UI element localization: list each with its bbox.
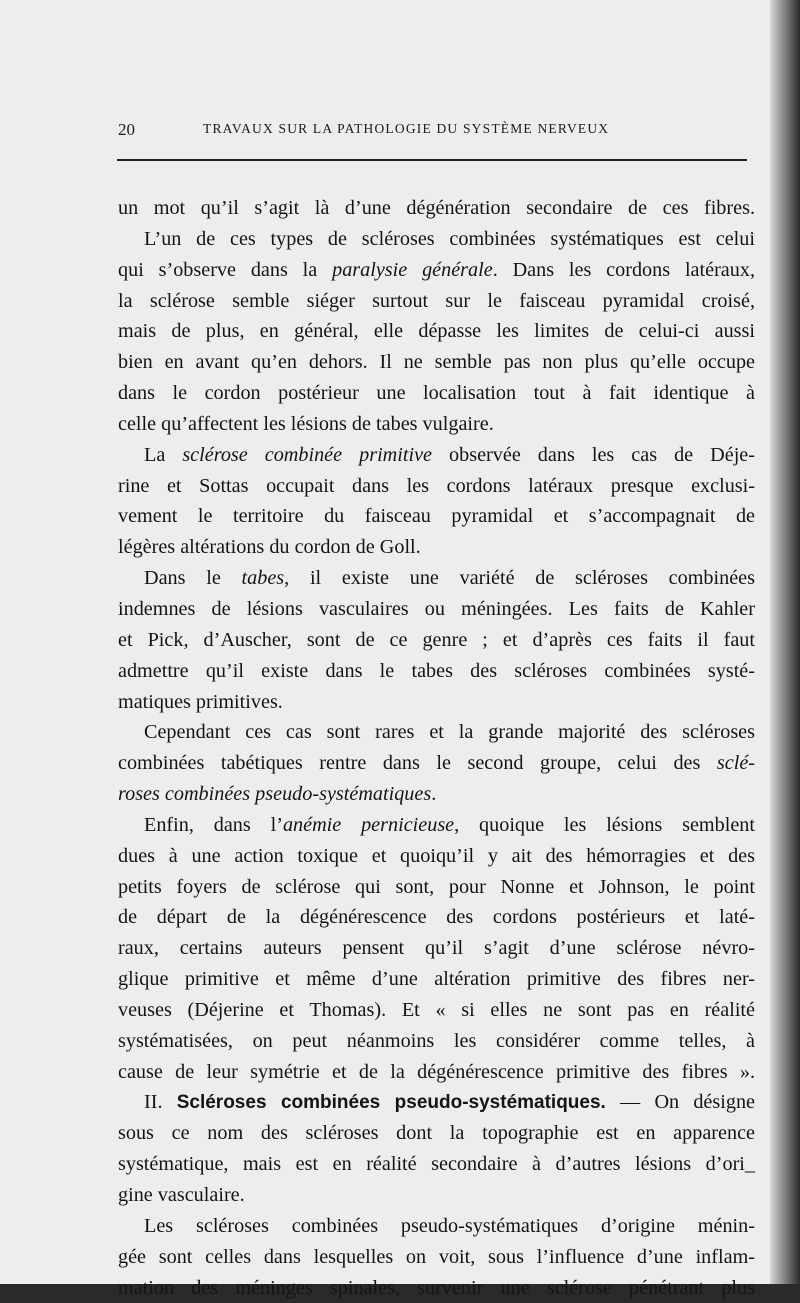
text-segment: observée dans les cas de Déje- (432, 443, 755, 466)
text-segment: indemnes de lésions vasculaires ou méningées. Les faits de Kahler (118, 597, 755, 620)
text-line (118, 902, 755, 933)
text-segment: systématisées, on peut néanmoins les considérer comme telles, à (118, 1029, 755, 1052)
text-segment: dans le cordon postérieur une localisation tout à fait identique à (118, 382, 755, 405)
text-line (118, 1180, 755, 1211)
text-line (118, 779, 755, 810)
text-line (118, 594, 755, 625)
text-segment: La (144, 443, 183, 466)
text-segment: mais de plus, en général, elle dépasse les limites de celui-ci aussi (118, 320, 755, 343)
text-line (118, 1026, 755, 1057)
text-segment: Les scléroses combinées pseudo-systématiques d’origine ménin- (144, 1214, 755, 1237)
text-segment: glique primitive et même d’une altération primitive des fibres ner- (118, 968, 755, 991)
text-line (118, 409, 755, 440)
italic-text: tabes (241, 567, 285, 590)
running-title: TRAVAUX SUR LA PATHOLOGIE DU SYSTÈME NERVEUX (203, 121, 610, 136)
text-segment: admettre qu’il existe dans le tabes des scléroses combinées systé- (118, 659, 755, 682)
text-segment: . (431, 783, 437, 806)
text-line (118, 1273, 755, 1303)
text-segment: L’un de ces types de scléroses combinées systématiques est celui (144, 227, 755, 250)
text-segment: matiques primitives. (118, 690, 283, 713)
text-segment: qui s’observe dans la (118, 258, 333, 281)
text-line (118, 501, 755, 532)
text-segment: gine vasculaire. (118, 1184, 245, 1206)
text-line (118, 1118, 755, 1149)
text-segment: celle qu’affectent les lésions de tabes vulgaire. (118, 412, 494, 435)
text-line (118, 625, 755, 656)
text-segment: Enfin, dans l’ (144, 813, 283, 836)
text-line (118, 255, 755, 286)
text-line (118, 748, 755, 779)
text-line (118, 286, 755, 317)
text-line (118, 933, 755, 964)
italic-text: paralysie générale (332, 258, 493, 281)
text-segment: et Pick, d’Auscher, sont de ce genre ; et d’après ces faits il faut (118, 628, 755, 651)
text-line (118, 347, 755, 378)
italic-text: roses combinées pseudo-systématiques (118, 783, 432, 806)
text-line (118, 1057, 755, 1088)
text-segment: , il existe une variété de scléroses combinées (284, 567, 755, 590)
text-segment: Dans le (144, 567, 242, 590)
italic-text: anémie pernicieuse (282, 813, 455, 836)
text-segment: petits foyers de sclérose qui sont, pour Nonne et Johnson, le point (118, 875, 755, 898)
text-line (118, 193, 755, 224)
text-segment: la sclérose semble siéger surtout sur le faisceau pyramidal croisé, (118, 289, 755, 312)
page-number: 20 (118, 120, 135, 139)
text-line (118, 471, 755, 502)
running-head (118, 120, 748, 144)
header-rule (117, 159, 747, 161)
text-line (118, 224, 755, 255)
text-segment: raux, certains auteurs pensent qu’il s’agit d’une sclérose névro- (118, 937, 755, 960)
text-line (118, 532, 755, 563)
text-line (118, 841, 755, 872)
italic-text: sclé- (716, 752, 755, 775)
text-segment: cause de leur symétrie et de la dégénérescence primitive des fibres ». (118, 1060, 755, 1083)
text-line (118, 1242, 755, 1273)
text-segment: vement le territoire du faisceau pyramidal et s’accompagnait de (118, 505, 755, 528)
text-segment: légères altérations du cordon de Goll. (118, 536, 421, 559)
body-text (118, 193, 755, 1303)
text-line (118, 656, 755, 687)
text-line (118, 717, 755, 748)
text-line (118, 316, 755, 347)
text-segment: systématique, mais est en réalité secondaire à d’autres lésions d’ori_ (118, 1153, 755, 1176)
italic-text: sclérose combinée primitive (182, 443, 433, 466)
text-segment: . Dans les cordons latéraux, (492, 258, 755, 281)
text-segment: veuses (Déjerine et Thomas). Et « si elles ne sont pas en réalité (118, 998, 755, 1021)
text-segment: bien en avant qu’en dehors. Il ne semble pas non plus qu’elle occupe (118, 351, 755, 374)
text-segment: mation des méninges spinales, survenir une sclérose pénétrant plus (118, 1276, 755, 1299)
text-line (118, 687, 755, 718)
text-segment: — On désigne (605, 1091, 755, 1114)
text-segment: II. (144, 1091, 177, 1114)
text-line (118, 563, 755, 594)
text-line (118, 964, 755, 995)
text-line (118, 995, 755, 1026)
text-segment: un mot qu’il s’agit là d’une dégénération secondaire de ces fibres. (118, 197, 755, 219)
text-segment: sous ce nom des scléroses dont la topographie est en apparence (118, 1122, 755, 1145)
text-line (118, 1211, 755, 1242)
text-segment: dues à une action toxique et quoiqu’il y ait des hémorragies et des (118, 844, 755, 867)
text-line (118, 810, 755, 841)
text-line (118, 1087, 755, 1118)
text-segment: Cependant ces cas sont rares et la grande majorité des scléroses (144, 721, 755, 744)
bold-heading: Scléroses combinées pseudo-systématiques. (176, 1092, 606, 1114)
text-line (118, 1149, 755, 1180)
text-segment: combinées tabétiques rentre dans le second groupe, celui des (118, 752, 717, 775)
text-line (118, 378, 755, 409)
text-segment: gée sont celles dans lesquelles on voit, sous l’influence d’une inflam- (118, 1245, 755, 1268)
text-line (118, 872, 755, 903)
text-segment: de départ de la dégénérescence des cordons postérieurs et laté- (118, 906, 755, 929)
text-segment: , quoique les lésions semblent (454, 813, 755, 836)
text-line (118, 440, 755, 471)
text-segment: rine et Sottas occupait dans les cordons latéraux presque exclusi- (118, 474, 755, 497)
book-gutter-shadow (770, 0, 800, 1284)
